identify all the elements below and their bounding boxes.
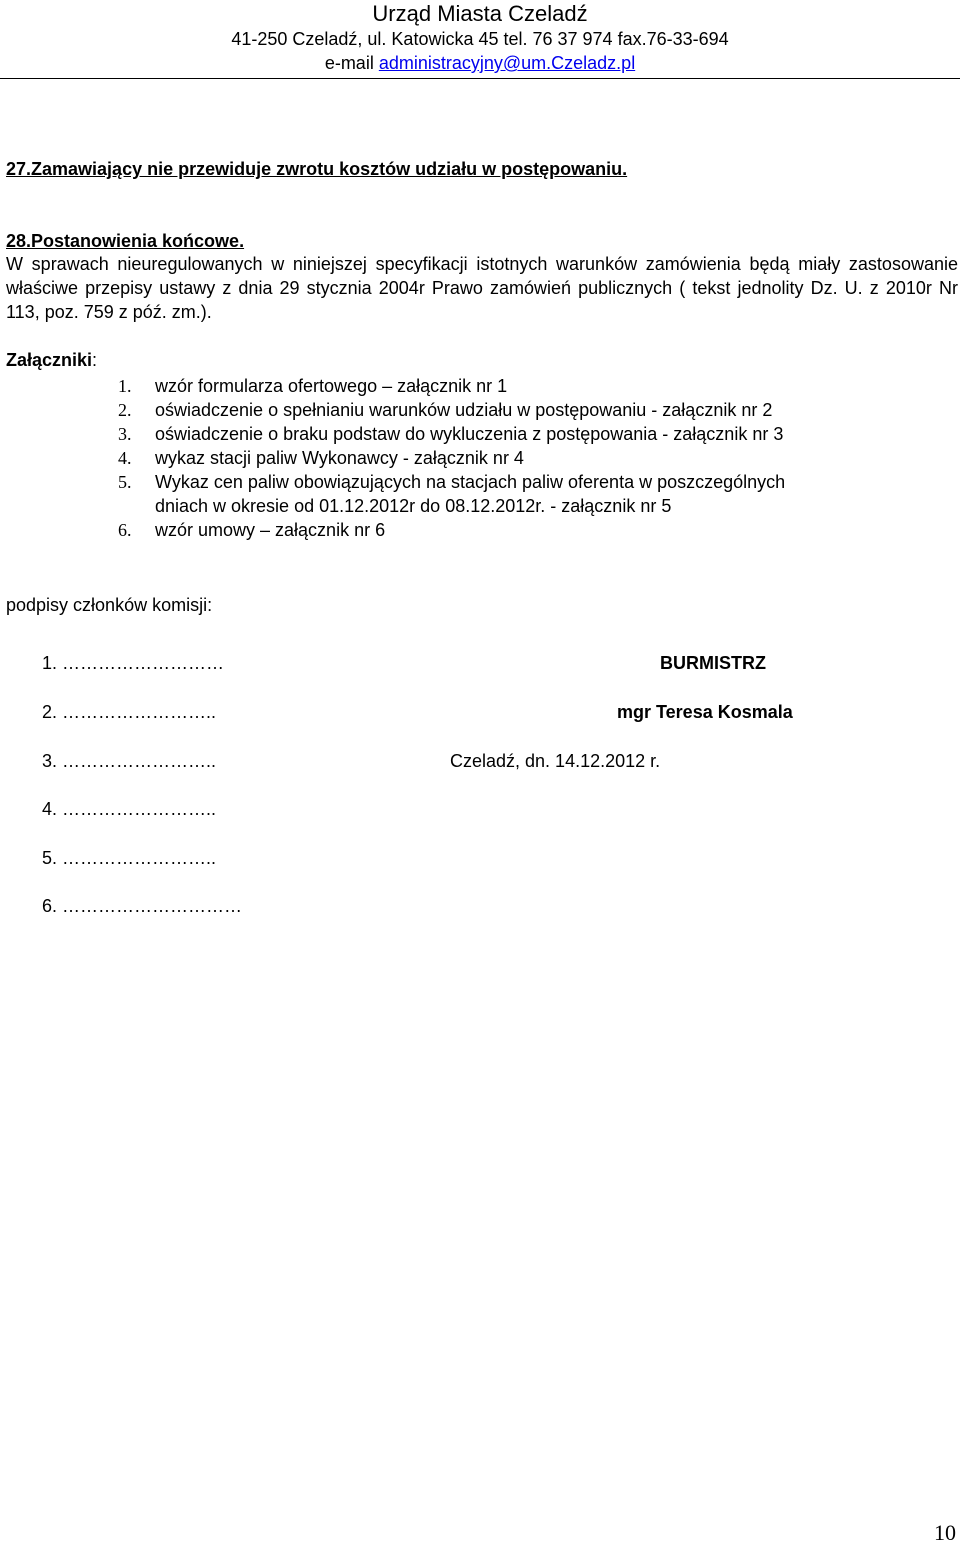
office-address: 41-250 Czeladź, ul. Katowicka 45 tel. 76 37 974 fax.76-33-694 <box>231 29 729 49</box>
office-title: Urząd Miasta Czeladź <box>372 1 588 26</box>
attachment-text: Wykaz cen paliw obowiązujących na stacjach paliw oferenta w poszczególnych <box>155 472 786 492</box>
email-prefix: e-mail <box>324 53 379 73</box>
header-divider <box>0 78 960 79</box>
section-28-heading: 28.Postanowienia końcowe. <box>6 231 245 251</box>
attachment-number: 1. <box>118 376 132 396</box>
section-27-heading: 27.Zamawiający nie przewiduje zwrotu kosztów udziału w postępowaniu. <box>6 159 628 179</box>
attachment-number: 5. <box>118 472 132 492</box>
attachment-number: 3. <box>118 424 132 444</box>
signature-line: 2. …………………….. <box>42 702 217 722</box>
signature-line: 1. ……………………… <box>42 653 225 673</box>
attachment-text: wzór umowy – załącznik nr 6 <box>155 520 386 540</box>
page-number: 10 <box>934 1520 956 1545</box>
attachment-text: oświadczenie o braku podstaw do wykluczenia z postępowania - załącznik nr 3 <box>155 424 784 444</box>
attachment-text: wzór formularza ofertowego – załącznik nr 1 <box>155 376 508 396</box>
office-email-line <box>0 52 960 74</box>
attachment-number: 6. <box>118 520 132 540</box>
signature-line: 5. …………………….. <box>42 848 217 868</box>
email-link[interactable]: administracyjny@um.Czeladz.pl <box>378 53 636 73</box>
signatures-label: podpisy członków komisji: <box>6 595 213 615</box>
mayor-title: BURMISTRZ <box>660 653 766 673</box>
mayor-name: mgr Teresa Kosmala <box>617 702 793 722</box>
date-place: Czeladź, dn. 14.12.2012 r. <box>450 751 661 771</box>
attachments-heading-colon: : <box>92 350 98 370</box>
attachment-number: 4. <box>118 448 132 468</box>
attachment-text: wykaz stacji paliw Wykonawcy - załącznik nr 4 <box>155 448 524 468</box>
attachments-heading <box>6 348 97 372</box>
section-28-paragraph: W sprawach nieuregulowanych w niniejszej specyfikacji istotnych warunków zamówienia będą miały zastosowanie właściwe przepisy ustawy z dnia 29 stycznia 2004r Prawo zamówień publicznych ( tekst jednolity Dz. U. z 2010r Nr 113, poz. 759 z póź. zm.). <box>6 254 958 322</box>
attachment-text: oświadczenie o spełnianiu warunków udziału w postępowaniu - załącznik nr 2 <box>155 400 773 420</box>
attachments-heading-text: Załączniki <box>6 350 93 370</box>
signature-line: 4. …………………….. <box>42 799 217 819</box>
signature-line: 6. ………………………… <box>42 896 243 916</box>
signature-line: 3. …………………….. <box>42 751 217 771</box>
attachment-text-continued: dniach w okresie od 01.12.2012r do 08.12.2012r. - załącznik nr 5 <box>155 496 672 516</box>
attachment-number: 2. <box>118 400 132 420</box>
